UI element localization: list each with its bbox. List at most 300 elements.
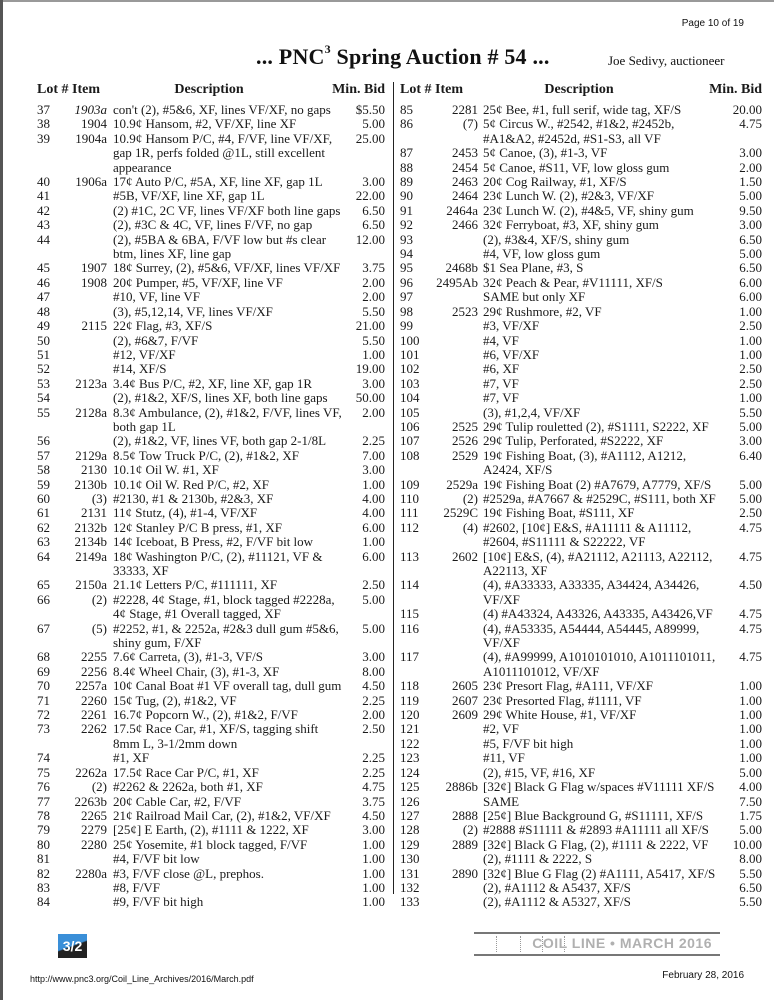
lot-row: [37, 406, 385, 435]
catalog-item: 2280a: [75, 866, 107, 881]
lot-description: $1 Sea Plane, #3, S: [483, 260, 584, 276]
lot-row: [37, 679, 385, 693]
catalog-item: (4): [462, 520, 478, 535]
lot-description: 5¢ Circus W., #2542, #1&2, #2452b, #A1&A2, #2452d, #S1-S3, all VF: [483, 116, 675, 146]
catalog-item: (5): [91, 621, 107, 636]
min-bid: 3.00: [362, 174, 385, 190]
lot-row: [37, 578, 385, 592]
lot-number: 79: [37, 822, 50, 838]
lot-description: 29¢ Tulip rouletted (2), #S1111, S2222, XF: [483, 418, 709, 434]
catalog-item: 1904: [81, 117, 107, 132]
lot-description: (2), #1&2, VF, lines VF, both gap 2-1/8L: [113, 433, 327, 449]
min-bid: 1.00: [362, 851, 385, 867]
lot-row: [400, 276, 762, 290]
lot-row: [37, 708, 385, 722]
catalog-item: [428, 233, 483, 247]
min-bid: 1.00: [739, 390, 762, 406]
coil-line-logo: [58, 934, 87, 958]
lot-description: (2), #A1112 & A5327, XF/S: [483, 894, 631, 910]
lot-number: 101: [400, 346, 420, 362]
lot-number: 40: [37, 174, 50, 190]
lot-description: 29¢ White House, #1, VF/XF: [483, 707, 637, 723]
lot-description: 21.1¢ Letters P/C, #111111, XF: [113, 577, 278, 593]
lot-row: [400, 146, 762, 160]
lot-row: [37, 809, 385, 823]
min-bid: 6.50: [739, 231, 762, 247]
min-bid: 2.00: [362, 274, 385, 290]
catalog-item: 2454: [452, 160, 478, 175]
min-bid: 4.75: [362, 779, 385, 795]
lot-number: 55: [37, 404, 50, 420]
catalog-item: [428, 334, 483, 348]
lot-row: [400, 679, 762, 693]
lot-row: [37, 103, 385, 117]
catalog-item: (3): [91, 491, 107, 506]
lot-number: 119: [400, 692, 420, 708]
lot-description: (2) #1C, 2C VF, lines VF/XF both line gaps: [113, 202, 341, 218]
lot-row: [400, 362, 762, 376]
min-bid: 4.75: [739, 519, 762, 535]
catalog-item: 2115: [81, 319, 107, 334]
lot-row: [400, 780, 762, 794]
lot-description: 25¢ Yosemite, #1 block tagged, F/VF: [113, 836, 308, 852]
min-bid: 3.00: [739, 145, 762, 161]
catalog-item: [428, 578, 483, 607]
lot-number: 37: [37, 102, 50, 117]
catalog-item: 2129a: [75, 448, 107, 463]
lot-row: [400, 478, 762, 492]
catalog-item: [65, 362, 113, 376]
catalog-item: 2132b: [74, 520, 107, 535]
min-bid: 5.50: [739, 404, 762, 420]
min-bid: 2.50: [362, 577, 385, 593]
lot-row: [37, 823, 385, 837]
lot-row: [37, 895, 385, 909]
catalog-item: 1903a: [74, 103, 107, 117]
lot-number: 60: [37, 490, 50, 506]
min-bid: 6.00: [739, 274, 762, 290]
min-bid: 22.00: [355, 188, 385, 204]
catalog-item: [428, 247, 483, 261]
lot-number: 90: [400, 188, 413, 204]
lot-description: (2), #15, VF, #16, XF: [483, 764, 596, 780]
lot-number: 58: [37, 462, 50, 478]
min-bid: 4.50: [739, 577, 762, 593]
catalog-item: 2525: [452, 419, 478, 434]
lot-description: SAME but only XF: [483, 289, 586, 305]
lot-description: 22¢ Flag, #3, XF/S: [113, 318, 213, 334]
min-bid: 5.00: [739, 188, 762, 204]
min-bid: 2.25: [362, 750, 385, 766]
lot-number: 110: [400, 490, 420, 506]
lot-number: 114: [400, 577, 420, 593]
lot-row: [400, 420, 762, 434]
lot-row: [37, 550, 385, 579]
min-bid: 1.00: [739, 707, 762, 723]
min-bid: 1.00: [362, 346, 385, 362]
lot-number: 105: [400, 404, 420, 420]
lot-number: 122: [400, 735, 420, 751]
lot-number: 88: [400, 159, 413, 175]
catalog-item: (2): [91, 592, 107, 607]
min-bid: 5.00: [739, 246, 762, 262]
lot-description: (2), #3C & 4C, VF, lines F/VF, no gap: [113, 217, 313, 233]
catalog-item: 2529C: [443, 506, 478, 521]
min-bid: 5.00: [739, 476, 762, 492]
lot-number: 42: [37, 202, 50, 218]
lot-description: 8.4¢ Wheel Chair, (3), #1-3, XF: [113, 663, 280, 679]
lot-number: 121: [400, 721, 420, 737]
lot-number: 99: [400, 318, 413, 334]
lot-description: con't (2), #5&6, XF, lines VF/XF, no gaps: [113, 102, 331, 117]
lot-number: 38: [37, 116, 50, 132]
lot-row: [37, 751, 385, 765]
min-bid: 7.50: [739, 793, 762, 809]
lot-row: [400, 578, 762, 607]
lot-number: 113: [400, 548, 420, 564]
min-bid: 8.00: [739, 851, 762, 867]
lot-number: 76: [37, 779, 50, 795]
header-description: Description: [544, 82, 614, 97]
min-bid: 2.00: [362, 404, 385, 420]
lot-row: [37, 132, 385, 175]
min-bid: 6.00: [362, 548, 385, 564]
lot-number: 130: [400, 851, 420, 867]
catalog-item: 2263b: [74, 794, 107, 809]
lot-description: 20¢ Pumper, #5, VF/XF, line VF: [113, 274, 283, 290]
min-bid: 6.50: [739, 879, 762, 895]
lot-number: 69: [37, 663, 50, 679]
column-header: [37, 80, 385, 100]
lot-row: [37, 175, 385, 189]
lot-row: [400, 261, 762, 275]
lot-row: [37, 463, 385, 477]
header-description: Description: [174, 82, 244, 97]
lot-description: #2888 #S11111 & #2893 #A11111 all XF/S: [483, 822, 709, 838]
lot-row: [400, 867, 762, 881]
lot-row: [400, 492, 762, 506]
lot-row: [400, 852, 762, 866]
lot-row: [37, 492, 385, 506]
lot-row: [37, 449, 385, 463]
lot-description: #7, VF: [483, 375, 519, 391]
lot-row: [400, 319, 762, 333]
catalog-item: 2256: [81, 664, 107, 679]
lot-number: 123: [400, 750, 420, 766]
lot-row: [400, 737, 762, 751]
lot-description: (4) #A43324, A43326, A43335, A43426,VF: [483, 606, 713, 622]
lot-number: 70: [37, 678, 50, 694]
lot-number: 103: [400, 375, 420, 391]
lot-description: #2602, [10¢] E&S, #A11111 & A11112, #2604, #S11111 & S22222, VF: [483, 519, 692, 550]
min-bid: 3.00: [362, 462, 385, 478]
lot-description: 19¢ Fishing Boat, (3), #A1112, A1212, A2424, XF/S: [483, 447, 687, 478]
catalog-item: 2280: [81, 837, 107, 852]
lot-description: #9, F/VF bit high: [113, 894, 204, 910]
lot-row: [400, 766, 762, 780]
source-url: http://www.pnc3.org/Coil_Line_Archives/2016/March.pdf: [30, 974, 254, 984]
lot-number: 87: [400, 145, 413, 161]
lot-row: [37, 362, 385, 376]
lot-row: [37, 391, 385, 405]
lot-description: SAME: [483, 793, 520, 809]
min-bid: 1.00: [362, 836, 385, 852]
lot-number: 95: [400, 260, 413, 276]
lot-number: 62: [37, 519, 50, 535]
catalog-item: 2468b: [445, 261, 478, 276]
min-bid: 4.50: [362, 678, 385, 694]
lot-description: [10¢] E&S, (4), #A21112, A21113, A22112, A22113, XF: [483, 548, 713, 578]
min-bid: 7.00: [362, 447, 385, 463]
min-bid: 1.00: [362, 865, 385, 881]
lot-number: 59: [37, 476, 50, 492]
lot-row: [400, 175, 762, 189]
title-suffix: Spring Auction # 54 ...: [330, 44, 550, 69]
lot-number: 116: [400, 620, 420, 636]
min-bid: 5.50: [362, 303, 385, 319]
catalog-item: 1908: [81, 275, 107, 290]
lot-description: 17.5¢ Race Car P/C, #1, XF: [113, 764, 259, 780]
lot-number: 74: [37, 750, 50, 766]
catalog-item: 2463: [452, 175, 478, 190]
lot-description: (4), #A99999, A1010101010, A1011101011, A1011101012, VF/XF: [483, 649, 716, 679]
catalog-item: 2609: [452, 708, 478, 723]
lot-description: #2, VF: [483, 721, 519, 737]
lot-number: 86: [400, 116, 413, 132]
lot-row: [37, 650, 385, 664]
catalog-item: [428, 391, 483, 405]
lot-column-right: [400, 80, 762, 910]
lot-number: 124: [400, 764, 420, 780]
catalog-item: [428, 852, 483, 866]
lot-description: #14, XF/S: [113, 361, 167, 377]
lot-number: 50: [37, 332, 50, 348]
lot-number: 133: [400, 894, 420, 910]
min-bid: 1.00: [739, 692, 762, 708]
lot-row: [37, 535, 385, 549]
min-bid: 2.25: [362, 433, 385, 449]
lot-number: 109: [400, 476, 420, 492]
lot-number: 41: [37, 188, 50, 204]
lot-row: [37, 867, 385, 881]
lot-description: #4, VF: [483, 332, 519, 348]
catalog-item: [428, 895, 483, 909]
catalog-item: [428, 722, 483, 736]
catalog-item: [65, 204, 113, 218]
catalog-item: 2262: [81, 722, 107, 737]
lot-row: [400, 348, 762, 362]
lot-description: 32¢ Ferryboat, #3, XF, shiny gum: [483, 217, 659, 233]
lot-number: 46: [37, 274, 50, 290]
min-bid: 3.00: [362, 649, 385, 665]
lot-description: (2), #1&2, XF/S, lines XF, both line gaps: [113, 390, 328, 406]
lot-description: 20¢ Cog Railway, #1, XF/S: [483, 174, 627, 190]
lot-number: 96: [400, 274, 413, 290]
catalog-item: [428, 607, 483, 621]
min-bid: 4.00: [362, 490, 385, 506]
lot-number: 100: [400, 332, 420, 348]
lot-description: (2), #6&7, F/VF: [113, 332, 199, 348]
lot-row: [400, 334, 762, 348]
lot-description: 25¢ Bee, #1, full serif, wide tag, XF/S: [483, 102, 682, 117]
catalog-item: [65, 334, 113, 348]
lot-row: [400, 117, 762, 146]
lot-number: 102: [400, 361, 420, 377]
lot-description: #2262 & 2262a, both #1, XF: [113, 779, 263, 795]
lot-number: 65: [37, 577, 50, 593]
min-bid: 4.00: [362, 505, 385, 521]
lot-description: [25¢] E Earth, (2), #1111 & 1222, XF: [113, 822, 309, 838]
min-bid: 1.75: [739, 807, 762, 823]
lot-description: 21¢ Railroad Mail Car, (2), #1&2, VF/XF: [113, 807, 331, 823]
lot-number: 75: [37, 764, 50, 780]
lot-row: [400, 434, 762, 448]
lot-description: 23¢ Lunch W. (2), #4&5, VF, shiny gum: [483, 202, 694, 218]
lot-number: 127: [400, 807, 420, 823]
catalog-item: 2130: [81, 463, 107, 478]
catalog-item: 2602: [452, 549, 478, 564]
min-bid: 5.50: [739, 894, 762, 910]
min-bid: 6.40: [739, 447, 762, 463]
lot-description: 32¢ Peach & Pear, #V11111, XF/S: [483, 274, 663, 290]
lot-description: #6, VF/XF: [483, 346, 540, 362]
lot-row: [37, 377, 385, 391]
lot-row: [400, 103, 762, 117]
lot-description: 11¢ Stutz, (4), #1-4, VF/XF: [113, 505, 258, 521]
catalog-item: 2279: [81, 823, 107, 838]
catalog-item: 2261: [81, 708, 107, 723]
min-bid: 1.00: [739, 750, 762, 766]
min-bid: 4.75: [739, 116, 762, 132]
lot-row: [37, 622, 385, 651]
lot-description: #4, F/VF bit low: [113, 851, 200, 867]
lot-description: 18¢ Washington P/C, (2), #11121, VF & 33333, XF: [113, 548, 323, 578]
lot-number: 91: [400, 202, 413, 218]
lot-description: 23¢ Lunch W. (2), #2&3, VF/XF: [483, 188, 654, 204]
lot-description: [32¢] Black G Flag, (2), #1111 & 2222, VF: [483, 836, 709, 852]
catalog-item: 2529a: [446, 477, 478, 492]
min-bid: 5.00: [739, 764, 762, 780]
lot-row: [400, 550, 762, 579]
catalog-item: 2529: [452, 448, 478, 463]
lot-description: 8.5¢ Tow Truck P/C, (2), #1&2, XF: [113, 447, 299, 463]
min-bid: 4.75: [739, 606, 762, 622]
lot-row: [400, 218, 762, 232]
catalog-item: 2495Ab: [436, 275, 478, 290]
lot-row: [400, 809, 762, 823]
lot-description: #5B, VF/XF, line XF, gap 1L: [113, 188, 265, 204]
lot-description: #11, VF: [483, 750, 525, 766]
lot-row: [400, 795, 762, 809]
lot-number: 77: [37, 793, 50, 809]
catalog-item: 2523: [452, 304, 478, 319]
lot-description: 29¢ Rushmore, #2, VF: [483, 303, 602, 319]
lot-number: 97: [400, 289, 413, 305]
lot-number: 117: [400, 649, 420, 665]
lot-description: [32¢] Black G Flag w/spaces #V11111 XF/S: [483, 779, 715, 795]
catalog-item: 2134b: [74, 535, 107, 550]
lot-row: [37, 881, 385, 895]
lot-row: [400, 506, 762, 520]
lot-number: 106: [400, 418, 420, 434]
lot-row: [37, 722, 385, 751]
catalog-item: [428, 406, 483, 420]
catalog-item: [65, 189, 113, 203]
lot-row: [400, 233, 762, 247]
lot-description: (2), #3&4, XF/S, shiny gum: [483, 231, 630, 247]
lot-row: [37, 334, 385, 348]
lot-number: 73: [37, 721, 50, 737]
lot-row: [37, 276, 385, 290]
min-bid: 6.50: [739, 260, 762, 276]
banner-tick: [520, 936, 522, 952]
lot-number: 128: [400, 822, 420, 838]
lot-number: 83: [37, 879, 50, 895]
lot-number: 64: [37, 548, 50, 564]
catalog-item: 2464: [452, 189, 478, 204]
lot-number: 111: [400, 505, 419, 521]
lot-number: 61: [37, 505, 50, 521]
lot-description: #3, F/VF close @L, prephos.: [113, 865, 264, 881]
min-bid: 8.00: [362, 663, 385, 679]
coil-line-banner: [474, 932, 720, 956]
lot-row: [37, 204, 385, 218]
lot-description: 19¢ Fishing Boat, #S111, XF: [483, 505, 635, 521]
header-lot-item: Lot # Item: [37, 82, 100, 97]
lot-number: 126: [400, 793, 420, 809]
lot-description: 10.1¢ Oil W. Red P/C, #2, XF: [113, 476, 270, 492]
min-bid: 1.00: [362, 534, 385, 550]
lot-row: [37, 117, 385, 131]
lot-description: (2), #5BA & 6BA, F/VF low but #s clear btm, lines XF, line gap: [113, 231, 327, 262]
min-bid: 2.25: [362, 692, 385, 708]
lot-description: (2), #A1112 & A5437, XF/S: [483, 879, 631, 895]
min-bid: 21.00: [355, 318, 385, 334]
lot-number: 104: [400, 390, 420, 406]
catalog-item: [428, 319, 483, 333]
catalog-item: (2): [462, 491, 478, 506]
catalog-item: 2131: [81, 506, 107, 521]
catalog-item: 2453: [452, 146, 478, 161]
lot-number: 54: [37, 390, 50, 406]
catalog-item: [65, 218, 113, 232]
lot-row: [37, 593, 385, 622]
min-bid: $5.50: [355, 102, 385, 117]
min-bid: 12.00: [355, 231, 385, 247]
lot-row: [400, 521, 762, 550]
min-bid: 5.00: [362, 620, 385, 636]
lot-row: [37, 305, 385, 319]
lot-description: 14¢ Iceboat, B Press, #2, F/VF bit low: [113, 534, 314, 550]
lot-number: 115: [400, 606, 420, 622]
lot-description: 10¢ Canal Boat #1 VF overall tag, dull gum: [113, 678, 342, 694]
lot-description: #6, XF: [483, 361, 520, 377]
catalog-item: 2607: [452, 693, 478, 708]
lot-row: [400, 189, 762, 203]
catalog-item: (2): [91, 780, 107, 795]
lot-description: #5, F/VF bit high: [483, 735, 574, 751]
lot-description: 20¢ Cable Car, #2, F/VF: [113, 793, 242, 809]
lot-description: 10.9¢ Hansom, #2, VF/XF, line XF: [113, 116, 297, 132]
catalog-item: 2257a: [75, 679, 107, 694]
min-bid: 3.00: [739, 217, 762, 233]
lot-row: [400, 722, 762, 736]
lot-description: 12¢ Stanley P/C B press, #1, XF: [113, 519, 283, 535]
lot-row: [400, 881, 762, 895]
lot-description: #4, VF, low gloss gum: [483, 246, 601, 262]
catalog-item: [428, 348, 483, 362]
catalog-item: 2605: [452, 679, 478, 694]
